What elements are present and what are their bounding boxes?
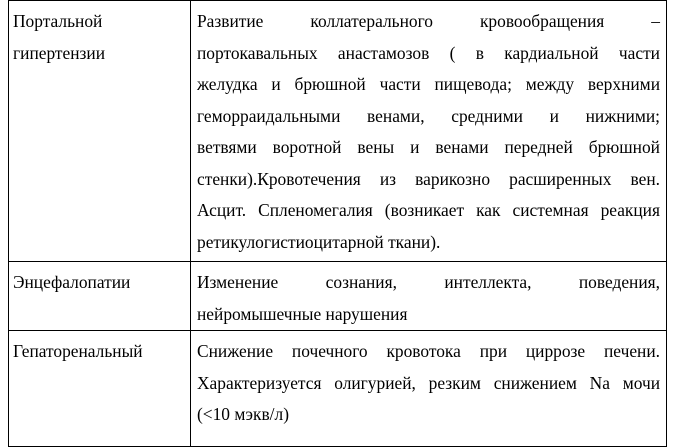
term-line: Портальной (13, 11, 103, 31)
term-line: гипертензии (13, 42, 106, 63)
table-row (9, 1, 667, 262)
desc-line: ретикулогистиоцитарной ткани). (197, 231, 441, 252)
desc-line: нейромышечные нарушения (197, 303, 408, 324)
term-line: Гепаторенальный (13, 341, 143, 361)
term-cell-portal (9, 1, 191, 262)
desc-cell-portal (191, 1, 667, 262)
desc-line: Развитие коллатерального кровообращения – (197, 11, 660, 31)
term-line: Энцефалопатии (13, 272, 131, 292)
syndromes-table (8, 0, 667, 447)
table-row (9, 262, 667, 331)
term-cell-hepatorenal (9, 331, 191, 447)
desc-line: стенки).Кровотечения из варикозно расширенных вен. (197, 168, 660, 189)
desc-line: (<10 мэкв/л) (197, 404, 289, 424)
desc-cell-encephalopathy (191, 262, 667, 331)
term-cell-encephalopathy (9, 262, 191, 331)
desc-line: желудка и брюшной части пищевода; между верхними (197, 74, 660, 94)
desc-line: геморраидальными венами, средними и нижними; (197, 105, 660, 126)
desc-line: Снижение почечного кровотока при циррозе печени. (197, 341, 660, 361)
desc-cell-hepatorenal (191, 331, 667, 447)
desc-line: Характеризуется олигурией, резким снижением Na мочи (197, 372, 660, 393)
desc-line: портокавальных анастамозов ( в кардиальной части (197, 42, 660, 63)
desc-line: ветвями воротной вены и венами передней брюшной (197, 137, 660, 157)
desc-line: Изменение сознания, интеллекта, поведения, (197, 272, 660, 292)
desc-line: Асцит. Спленомегалия (возникает как системная реакция (197, 200, 660, 220)
table-row (9, 331, 667, 447)
